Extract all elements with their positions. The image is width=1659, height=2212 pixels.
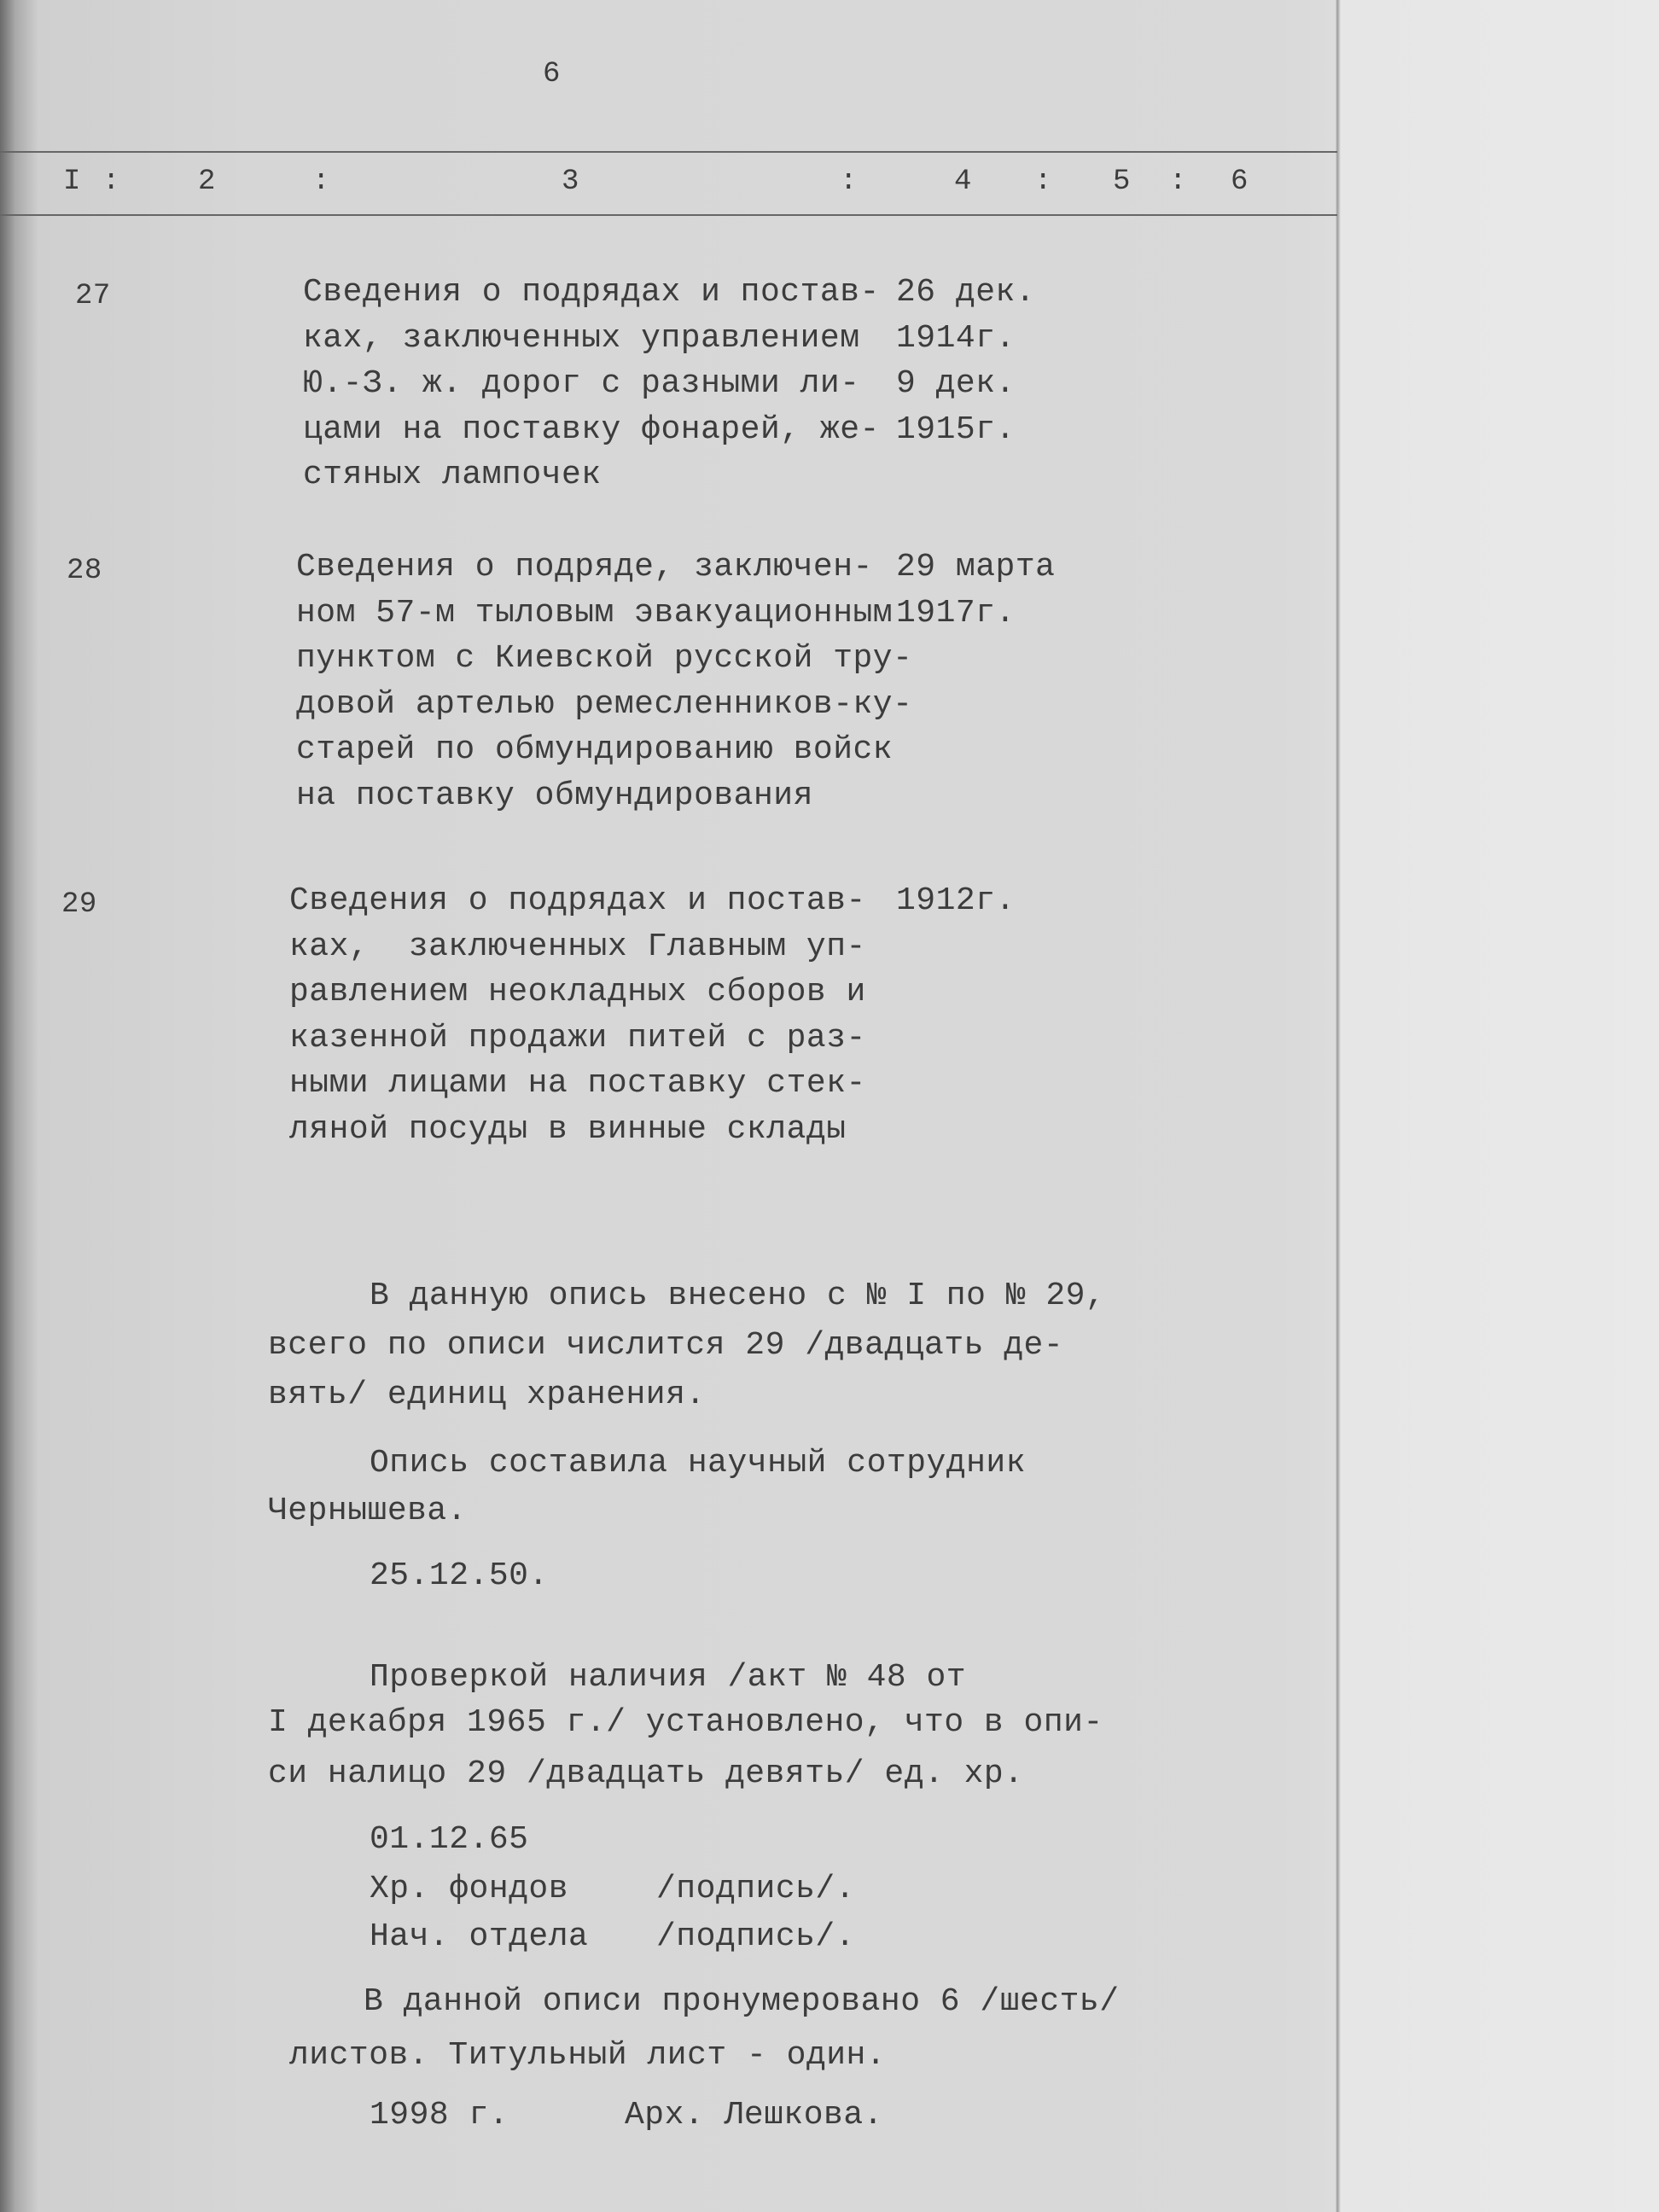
check-date: 01.12.65 — [370, 1821, 529, 1858]
entry-date: 1912г. — [896, 882, 1016, 919]
numbering-line: В данной описи пронумеровано 6 /шесть/ — [364, 1983, 1120, 2020]
entry-date: 9 дек. — [896, 365, 1016, 402]
entry-description-line: Сведения о подряде, заключен- — [296, 549, 873, 585]
column-header: 5 — [1113, 166, 1131, 198]
header-top-rule — [0, 151, 1337, 153]
entry-number: 28 — [67, 555, 102, 587]
column-separator: : — [102, 166, 120, 198]
entry-description-line: ляной посуды в винные склады — [289, 1110, 847, 1148]
summary-count-line: всего по описи числится 29 /двадцать де- — [268, 1327, 1064, 1364]
column-separator: : — [312, 166, 330, 198]
entry-description-line: ными лицами на поставку стек- — [289, 1065, 866, 1102]
entry-description-line: довой артелью ремесленников-ку- — [296, 685, 913, 723]
compiler-line: Чернышева. — [268, 1493, 468, 1529]
entry-date: 1917г. — [896, 594, 1016, 632]
entry-date: 1914г. — [896, 319, 1016, 357]
compiled-date: 25.12.50. — [370, 1557, 549, 1594]
entry-number: 29 — [61, 888, 97, 921]
column-header: 6 — [1231, 166, 1249, 198]
header-bottom-rule — [0, 214, 1337, 216]
signature-mark: /подпись/. — [656, 1918, 856, 1955]
signature-role: Нач. отдела — [370, 1918, 589, 1955]
check-line: си налицо 29 /двадцать девять/ ед. хр. — [268, 1755, 1024, 1792]
signature-mark: /подпись/. — [656, 1871, 856, 1907]
entry-description-line: равлением неокладных сборов и — [289, 974, 866, 1010]
entry-description-line: Сведения о подрядах и постав- — [289, 882, 866, 919]
entry-description-line: Сведения о подрядах и постав- — [303, 274, 880, 311]
entry-description-line: пунктом с Киевской русской тру- — [296, 640, 913, 677]
entry-date: 1915г. — [896, 410, 1016, 448]
entry-description-line: старей по обмундированию войск — [296, 731, 894, 768]
column-header: 3 — [562, 166, 579, 198]
summary-count-line: вять/ единиц хранения. — [268, 1377, 706, 1413]
check-line: Проверкой наличия /акт № 48 от — [370, 1659, 967, 1696]
column-separator: : — [1034, 166, 1052, 198]
check-line: I декабря 1965 г./ установлено, что в опи- — [268, 1704, 1103, 1741]
column-separator: : — [840, 166, 858, 198]
entry-date: 26 дек. — [896, 274, 1036, 311]
entry-description-line: казенной продажи питей с раз- — [289, 1019, 866, 1057]
page-number: 6 — [543, 58, 561, 90]
column-separator: : — [1169, 166, 1187, 198]
entry-number: 27 — [75, 280, 111, 312]
entry-description-line: ках, заключенных управлением — [303, 319, 860, 357]
entry-description-line: ках, заключенных Главным уп- — [289, 928, 866, 965]
signature-role: Хр. фондов — [370, 1871, 569, 1907]
entry-date: 29 марта — [896, 549, 1056, 585]
entry-description-line: цами на поставку фонарей, же- — [303, 410, 880, 448]
entry-description-line: ном 57-м тыловым эвакуационным — [296, 594, 894, 632]
final-year: 1998 г. — [370, 2097, 509, 2133]
column-header: I — [63, 166, 81, 198]
column-header: 2 — [198, 166, 216, 198]
summary-count-line: В данную опись внесено с № I по № 29, — [370, 1278, 1106, 1314]
column-header: 4 — [954, 166, 972, 198]
entry-description-line: Ю.-З. ж. дорог с разными ли- — [303, 365, 860, 402]
entry-description-line: стяных лампочек — [303, 457, 602, 493]
entry-description-line: на поставку обмундирования — [296, 777, 813, 814]
numbering-line: листов. Титульный лист - один. — [289, 2037, 887, 2074]
final-archivist: Арх. Лешкова. — [625, 2097, 883, 2133]
compiler-line: Опись составила научный сотрудник — [370, 1445, 1027, 1481]
